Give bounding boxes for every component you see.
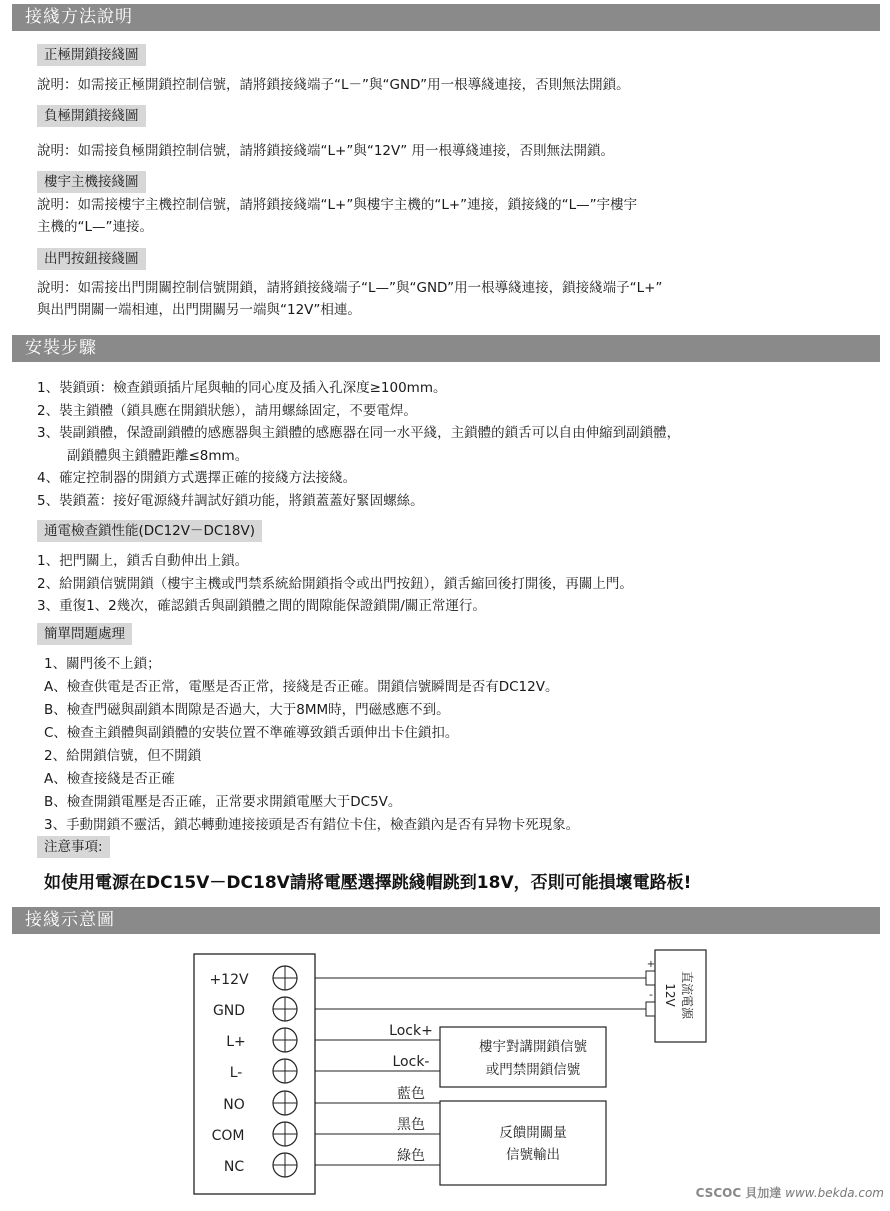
list-item: B、檢查開鎖電壓是否正確，正常要求開鎖電壓大于DC5V。 xyxy=(44,794,402,810)
wire-label-lock-minus: Lock- xyxy=(392,1054,430,1070)
power-check-list xyxy=(37,550,633,618)
watermark xyxy=(696,1184,884,1201)
list-item: 3、裝副鎖體，保證副鎖體的感應器與主鎖體的感應器在同一水平綫，主鎖體的鎖舌可以自由伸縮到副鎖體， xyxy=(37,425,681,441)
wire-label-green: 綠色 xyxy=(397,1148,425,1164)
terminal-row-no xyxy=(223,1091,297,1115)
text-exit-button-wiring xyxy=(37,277,662,321)
terminal-row-gnd xyxy=(213,997,297,1021)
list-item: A、檢查供電是否正常，電壓是否正常，接綫是否正確。開鎖信號瞬間是否有DC12V。 xyxy=(44,679,559,695)
watermark-logo: CSCOC 貝加達 xyxy=(695,1186,782,1200)
list-item: C、檢查主鎖體與副鎖體的安裝位置不準確導致鎖舌頭伸出卡住鎖扣。 xyxy=(44,725,459,741)
feedback-output-box xyxy=(440,1101,606,1185)
label-troubleshooting: 簡單問題處理 xyxy=(37,623,132,645)
intercom-signal-label: 樓宇對講開鎖信號 xyxy=(479,1039,587,1055)
list-item: 1、關門後不上鎖； xyxy=(44,656,161,672)
text-line: 主機的“L—”連接。 xyxy=(37,219,154,235)
power-plus-sign: + xyxy=(646,959,656,970)
power-supply-label: 直流電源 xyxy=(680,970,694,1020)
list-item: 副鎖體與主鎖體距離≤8mm。 xyxy=(67,447,249,464)
label-exit-button-wiring: 出門按鈕接綫圖 xyxy=(37,248,146,270)
list-item: 1、把門關上，鎖舌自動伸出上鎖。 xyxy=(37,553,249,569)
terminal-row-12v xyxy=(209,966,297,990)
terminal-label: L- xyxy=(229,1065,243,1081)
text-line: 與出門開關一端相連，出門開關另一端與“12V”相連。 xyxy=(37,302,361,318)
text-line: 說明：如需接樓宇主機控制信號，請將鎖接綫端“L+”與樓宇主機的“L+”連接，鎖接綫的“L—”宇樓宇 xyxy=(37,197,638,213)
troubleshooting-list xyxy=(44,653,579,837)
label-notice: 注意事項: xyxy=(37,836,110,858)
list-item: 2、給開鎖信號開鎖（樓宇主機或門禁系統給開鎖指令或出門按鈕），鎖舌縮回後打開後，再關上門。 xyxy=(37,575,633,592)
wire-label-black: 黑色 xyxy=(397,1117,425,1133)
power-plus-pin xyxy=(646,971,655,985)
terminal-row-com xyxy=(212,1122,297,1146)
label-positive-unlock: 正極開鎖接綫圖 xyxy=(37,44,146,66)
terminal-label: L+ xyxy=(226,1034,246,1050)
notice-warning-text: 如使用電源在DC15V－DC18V請將電壓選擇跳綫帽跳到18V，否則可能損壞電路板! xyxy=(44,873,692,893)
list-item: 2、給開鎖信號，但不開鎖 xyxy=(44,748,202,764)
list-item: 3、手動開鎖不靈活，鎖芯轉動連接接頭是否有錯位卡住，檢查鎖內是否有异物卡死現象。 xyxy=(44,817,580,833)
power-supply-voltage: 12V xyxy=(663,983,677,1007)
feedback-output-label: 反饋開關量 xyxy=(499,1125,567,1141)
text-line: 說明：如需接負極開鎖控制信號，請將鎖接綫端“L+”與“12V” 用一根導綫連接，否則無法開鎖。 xyxy=(37,143,615,159)
terminal-row-lplus xyxy=(226,1028,297,1052)
terminal-label: NC xyxy=(223,1159,245,1175)
wire-label-blue: 藍色 xyxy=(397,1086,425,1102)
list-item: 5、裝鎖蓋：接好電源綫幷調試好鎖功能，將鎖蓋蓋好緊固螺絲。 xyxy=(37,492,424,509)
list-item: A、檢查接綫是否正確 xyxy=(44,771,175,787)
list-item: B、檢查門磁與副鎖本間隙是否過大，大于8MM時，門磁感應不到。 xyxy=(44,702,450,718)
terminal-row-nc xyxy=(224,1153,297,1177)
list-item: 3、重復1、2幾次，確認鎖舌與副鎖體之間的間隙能保證鎖開/關正常運行。 xyxy=(37,598,486,614)
feedback-output-label: 信號輸出 xyxy=(506,1147,560,1163)
list-item: 1、裝鎖頭：檢查鎖頭插片尾與軸的同心度及插入孔深度≥100mm。 xyxy=(37,380,447,396)
section-header-wiring-method: 接綫方法說明 xyxy=(12,4,880,31)
terminal-label: +12V xyxy=(209,972,249,988)
text-line: 說明：如需接出門開關控制信號開鎖，請將鎖接綫端子“L—”與“GND”用一根導綫連接，鎖接綫端子“L+” xyxy=(37,280,663,296)
wire-label-lock-plus: Lock+ xyxy=(389,1023,433,1039)
section-header-wiring-diagram: 接綫示意圖 xyxy=(12,907,880,934)
text-positive-unlock xyxy=(37,74,630,96)
wiring-diagram xyxy=(0,930,890,1211)
label-intercom-wiring: 樓宇主機接綫圖 xyxy=(37,171,146,193)
terminal-label: COM xyxy=(211,1128,245,1144)
terminal-label: GND xyxy=(212,1003,246,1019)
intercom-signal-label: 或門禁開鎖信號 xyxy=(485,1062,581,1078)
install-steps-list xyxy=(37,377,680,512)
power-minus-sign: - xyxy=(649,988,653,1001)
text-negative-unlock xyxy=(37,140,614,162)
text-intercom-wiring xyxy=(37,194,637,238)
power-minus-pin xyxy=(646,1002,655,1016)
terminal-label: NO xyxy=(223,1097,245,1113)
terminal-row-lminus xyxy=(230,1059,297,1083)
section-header-install-steps: 安裝步驟 xyxy=(12,335,880,362)
list-item: 2、裝主鎖體（鎖具應在開鎖狀態），請用螺絲固定，不要電焊。 xyxy=(37,402,417,419)
watermark-url: www.bekda.com xyxy=(785,1186,884,1200)
list-item: 4、確定控制器的開鎖方式選擇正確的接綫方法接綫。 xyxy=(37,470,357,486)
text-line: 說明：如需接正極開鎖控制信號，請將鎖接綫端子“L－”與“GND”用一根導綫連接，否則無法開鎖。 xyxy=(37,77,630,93)
label-power-check: 通電檢查鎖性能(DC12V－DC18V) xyxy=(37,520,262,542)
label-negative-unlock: 負極開鎖接綫圖 xyxy=(37,105,146,127)
intercom-signal-box xyxy=(440,1027,606,1087)
